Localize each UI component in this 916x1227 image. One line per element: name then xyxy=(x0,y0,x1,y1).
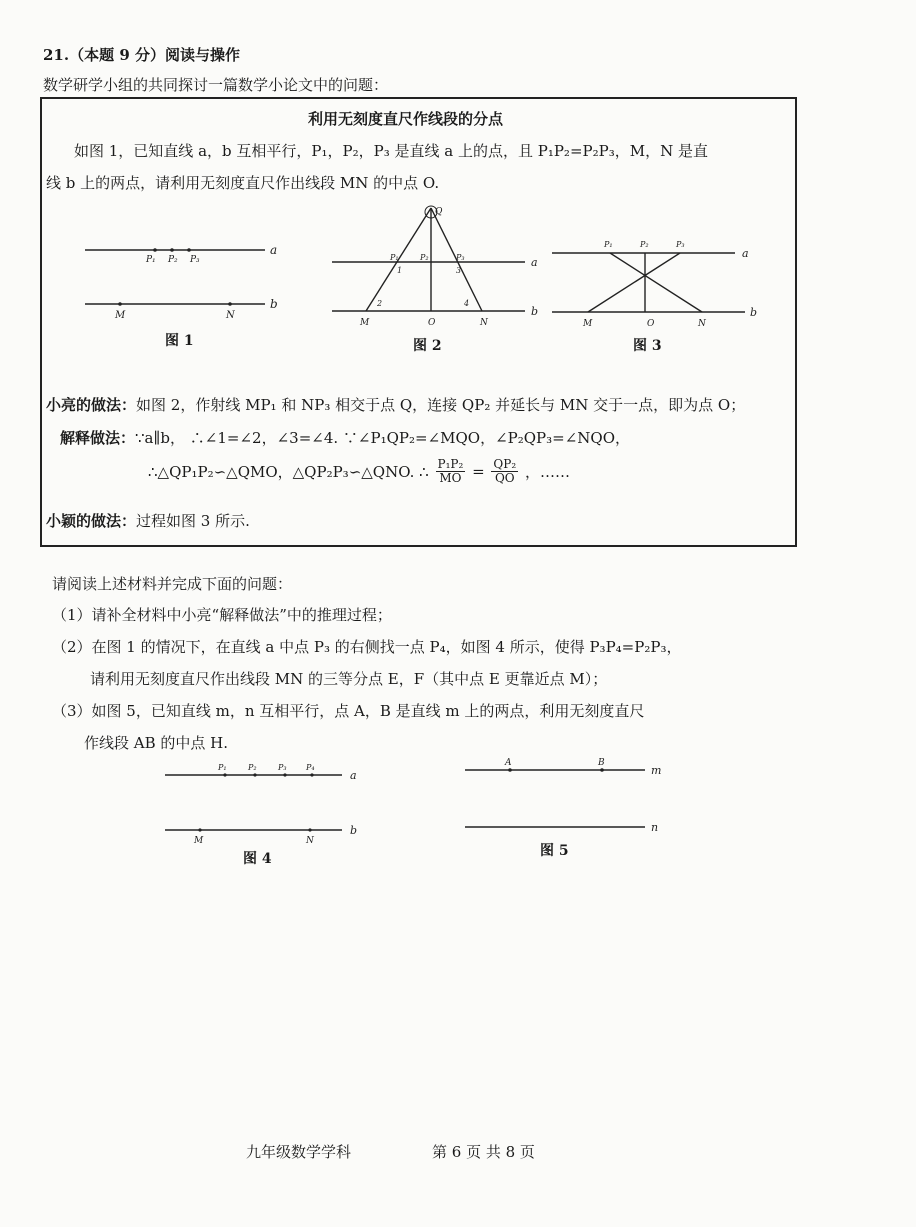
svg-text:b: b xyxy=(750,306,758,319)
svg-text:2: 2 xyxy=(377,299,383,308)
svg-text:M: M xyxy=(583,319,593,329)
fig3-caption: 图 3 xyxy=(633,338,662,354)
svg-text:P₃: P₃ xyxy=(676,240,685,249)
fig1-p1-label: P₁ xyxy=(146,255,156,265)
svg-text:a: a xyxy=(742,247,749,260)
task-2-b: 请利用无刻度直尺作出线段 MN 的三等分点 E，F（其中点 E 更靠近点 M）； xyxy=(90,670,608,688)
svg-text:m: m xyxy=(651,764,662,777)
question-intro: 数学研学小组的共同探讨一篇数学小论文中的问题： xyxy=(43,76,389,94)
fig1-a-label: a xyxy=(270,243,278,257)
fig2-q-label: Q xyxy=(435,207,443,217)
fig1-p1-dot xyxy=(153,248,157,252)
figure-4 xyxy=(160,760,370,850)
svg-text:O: O xyxy=(428,318,436,328)
box-para1-a: 如图 1，已知直线 a，b 互相平行，P₁，P₂，P₃ 是直线 a 上的点，且 P₁P₂=P₂P₃，M，N 是直 xyxy=(74,142,708,160)
footer-page: 第 6 页 共 8 页 xyxy=(432,1143,535,1161)
svg-text:P₃: P₃ xyxy=(456,253,465,262)
xiaoliang-method: 小亮的做法：如图 2，作射线 MP₁ 和 NP₃ 相交于点 Q，连接 QP₂ 并延长与 MN 交于一点，即为点 O； xyxy=(46,396,746,414)
box-title: 利用无刻度直尺作线段的分点 xyxy=(308,110,504,128)
svg-text:M: M xyxy=(360,318,370,328)
svg-text:P₄: P₄ xyxy=(306,763,315,772)
svg-text:P₁: P₁ xyxy=(390,253,399,262)
figure-1 xyxy=(80,232,280,322)
figure-3 xyxy=(550,235,760,335)
svg-text:N: N xyxy=(698,319,706,329)
svg-text:P₂: P₂ xyxy=(248,763,257,772)
svg-text:M: M xyxy=(194,836,204,846)
xiaoying-method: 小颖的做法：过程如图 3 所示. xyxy=(46,512,250,530)
fig4-caption: 图 4 xyxy=(243,851,272,867)
fig1-caption: 图 1 xyxy=(165,333,194,349)
svg-text:N: N xyxy=(306,836,314,846)
svg-text:1: 1 xyxy=(397,266,403,275)
fig1-p2-dot xyxy=(170,248,174,252)
fraction-1: $\frac{\text{P₁P₂}}{MO}$ xyxy=(437,457,464,485)
fig1-p2-label: P₂ xyxy=(168,255,178,265)
svg-text:A: A xyxy=(505,758,512,768)
svg-text:a: a xyxy=(350,769,357,782)
svg-text:P₂: P₂ xyxy=(420,253,429,262)
svg-text:b: b xyxy=(531,305,539,318)
svg-text:P₂: P₂ xyxy=(640,240,649,249)
fig5-caption: 图 5 xyxy=(540,843,569,859)
question-header: 21.（本题 9 分）阅读与操作 xyxy=(43,46,240,64)
svg-text:3: 3 xyxy=(456,266,462,275)
task-3-a: （3）如图 5，已知直线 m，n 互相平行，点 A，B 是直线 m 上的两点，利用无刻度直尺 xyxy=(52,702,645,720)
task-2-a: （2）在图 1 的情况下，在直线 a 中点 P₃ 的右侧找一点 P₄，如图 4 所示，使得 P₃P₄=P₂P₃， xyxy=(52,638,682,656)
svg-text:b: b xyxy=(350,824,358,837)
explain-line-2: ∴△QP₁P₂∽△QMO，△QP₂P₃∽△QNO. ∴ $\frac{\text{P₁P₂}}{MO}$ = $\frac{\text{QP₂}}{QO}$ ，…… xyxy=(148,457,570,485)
task-3-b: 作线段 AB 的中点 H. xyxy=(84,734,229,752)
fig2-caption: 图 2 xyxy=(413,338,442,354)
fig1-m-label: M xyxy=(115,310,126,321)
svg-text:4: 4 xyxy=(464,299,470,308)
box-para1-b: 线 b 上的两点，请利用无刻度直尺作出线段 MN 的中点 O. xyxy=(46,174,440,192)
svg-text:B: B xyxy=(598,758,605,768)
fig1-b-label: b xyxy=(270,297,278,311)
svg-text:N: N xyxy=(480,318,488,328)
svg-text:P₁: P₁ xyxy=(604,240,613,249)
explain-line-1: 解释做法：∵a∥b， ∴∠1=∠2，∠3=∠4. ∵∠P₁QP₂=∠MQO，∠P₂QP₃=∠NQO， xyxy=(60,429,631,447)
fig1-n-label: N xyxy=(226,310,235,321)
svg-text:a: a xyxy=(531,256,538,269)
figure-2 xyxy=(330,200,550,335)
fig1-p3-label: P₃ xyxy=(190,255,200,265)
footer-subject: 九年级数学学科 xyxy=(246,1143,352,1161)
task-1: （1）请补全材料中小亮“解释做法”中的推理过程； xyxy=(52,606,392,624)
tasks-lead: 请阅读上述材料并完成下面的问题： xyxy=(52,575,293,593)
svg-text:P₁: P₁ xyxy=(218,763,227,772)
svg-text:O: O xyxy=(647,319,655,329)
fraction-2: $\frac{\text{QP₂}}{QO}$ xyxy=(493,457,517,485)
fig1-p3-dot xyxy=(187,248,191,252)
figure-5 xyxy=(460,755,680,840)
svg-text:P₃: P₃ xyxy=(278,763,287,772)
svg-text:n: n xyxy=(651,821,659,834)
